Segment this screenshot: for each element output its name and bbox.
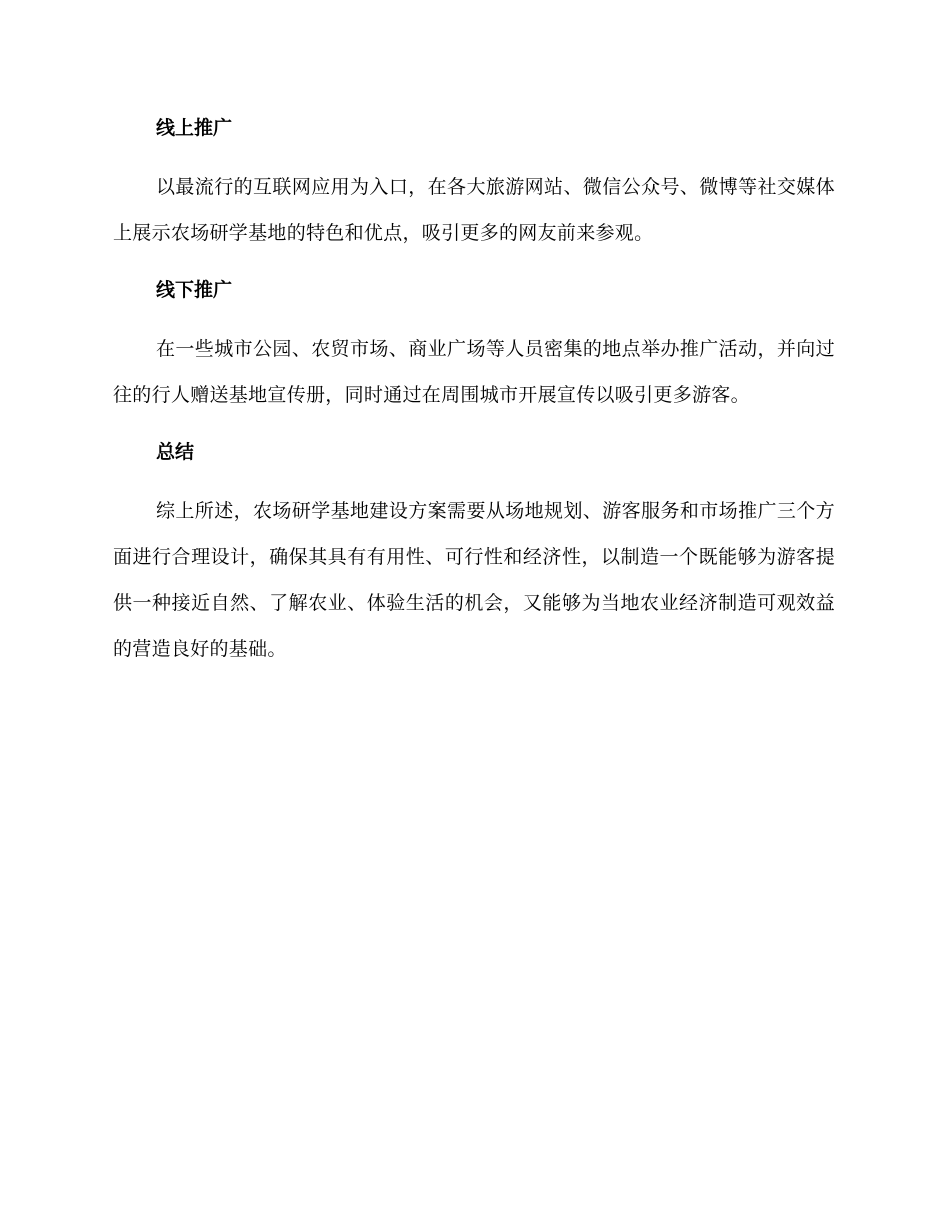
section-paragraph-offline-promotion: 在一些城市公园、农贸市场、商业广场等人员密集的地点举办推广活动，并向过往的行人赠送基地宣传册，同时通过在周围城市开展宣传以吸引更多游客。: [113, 338, 835, 406]
document-body: [113, 113, 835, 672]
section-heading-online-promotion: 线上推广: [156, 117, 233, 139]
section-heading-offline-promotion: 线下推广: [156, 279, 233, 301]
section-paragraph-online-promotion: 以最流行的互联网应用为入口，在各大旅游网站、微信公众号、微博等社交媒体上展示农场研学基地的特色和优点，吸引更多的网友前来参观。: [113, 176, 835, 244]
section-paragraph-summary: 综上所述，农场研学基地建设方案需要从场地规划、游客服务和市场推广三个方面进行合理设计，确保其具有有用性、可行性和经济性，以制造一个既能够为游客提供一种接近自然、了解农业、体验生活的机会，又能够为当地农业经济制造可观效益的营造良好的基础。: [113, 500, 835, 660]
section-heading-summary: 总结: [156, 441, 195, 463]
